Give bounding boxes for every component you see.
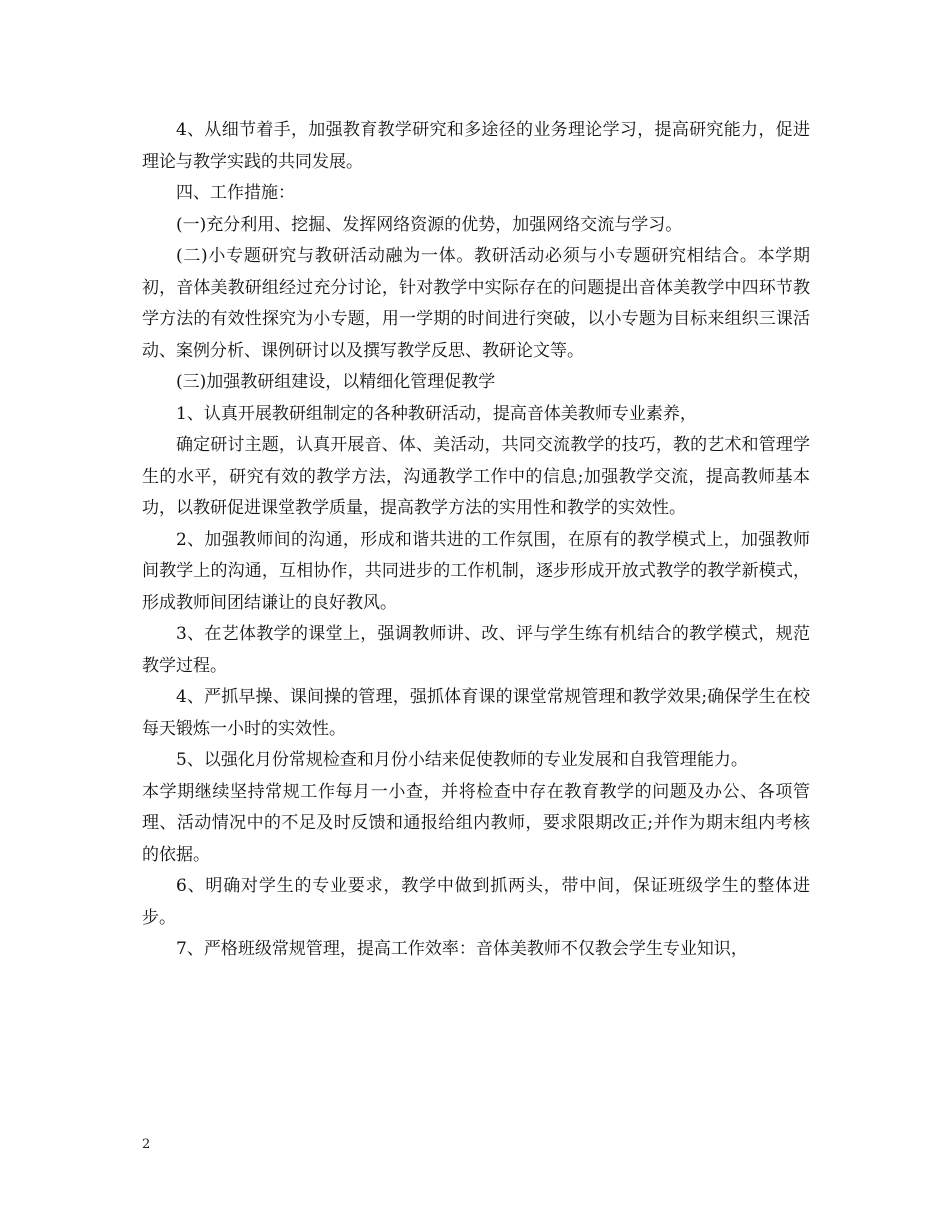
paragraph-2: 四、工作措施： [176,183,295,203]
paragraph-5: (三)加强教研组建设，以精细化管理促教学 [176,372,496,392]
document-body [142,115,810,966]
paragraph-3: (一)充分利用、挖掘、发挥网络资源的优势，加强网络交流与学习。 [176,214,683,235]
paragraph-13: 6、明确对学生的专业要求，教学中做到抓两头，带中间，保证班级学生的整体进步。 [142,876,810,928]
paragraph-8: 2、加强教师间的沟通，形成和谐共进的工作氛围，在原有的教学模式上，加强教师间教学上的沟通，互相协作，共同进步的工作机制，逐步形成开放式教学的教学新模式，形成教师间团结谦让的良好教风。 [142,529,810,613]
paragraph-12: 本学期继续坚持常规工作每月一小查，并将检查中存在教育教学的问题及办公、各项管理、活动情况中的不足及时反馈和通报给组内教师，要求限期改正;并作为期末组内考核的依据。 [142,781,810,865]
paragraph-11: 5、以强化月份常规检查和月份小结来促使教师的专业发展和自我管理能力。 [176,750,748,770]
paragraph-10: 4、严抓早操、课间操的管理，强抓体育课的课堂常规管理和教学效果;确保学生在校每天锻炼一小时的实效性。 [142,687,810,739]
paragraph-4: (二)小专题研究与教研活动融为一体。教研活动必须与小专题研究相结合。本学期初，音体美教研组经过充分讨论，针对教学中实际存在的问题提出音体美教学中四环节教学方法的有效性探究为小专题，用一学期的时间进行突破，以小专题为目标来组织三课活动、案例分析、课例研讨以及撰写教学反思、教研论文等。 [142,246,810,361]
page-number: 2 [142,1137,151,1152]
paragraph-7: 确定研讨主题，认真开展音、体、美活动，共同交流教学的技巧，教的艺术和管理学生的水平，研究有效的教学方法，沟通教学工作中的信息;加强教学交流，提高教师基本功，以教研促进课堂教学质量，提高教学方法的实用性和教学的实效性。 [142,435,810,518]
paragraph-6: 1、认真开展教研组制定的各种教研活动，提高音体美教师专业素养， [176,403,697,424]
paragraph-1: 4、从细节着手，加强教育教学研究和多途径的业务理论学习，提高研究能力，促进理论与教学实践的共同发展。 [142,120,810,172]
paragraph-14: 7、严格班级常规管理，提高工作效率：音体美教师不仅教会学生专业知识， [176,939,748,959]
paragraph-9: 3、在艺体教学的课堂上，强调教师讲、改、评与学生练有机结合的教学模式，规范教学过程。 [142,624,810,676]
